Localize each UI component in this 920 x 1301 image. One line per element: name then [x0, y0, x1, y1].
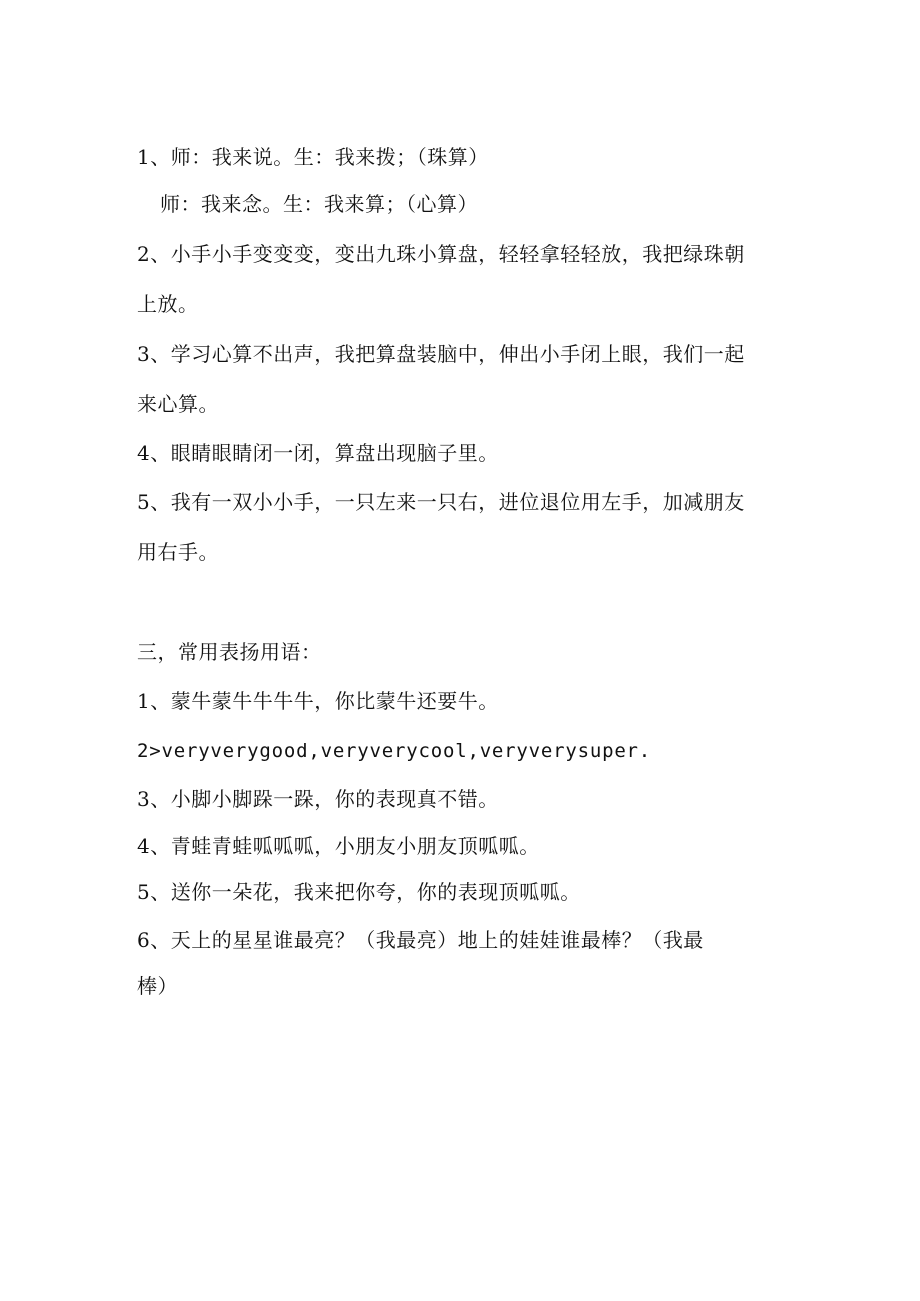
chant-line-4: 4、眼睛眼睛闭一闭，算盘出现脑子里。: [137, 441, 499, 465]
praise-line-2: 2>veryverygood,veryverycool,veryverysuper.: [137, 740, 652, 762]
chant-line-1: 1、师：我来说。生：我来拨；（珠算）: [137, 145, 489, 169]
praise-line-6-cont: 棒）: [137, 974, 178, 998]
chant-line-1b: 师：我来念。生：我来算；（心算）: [160, 192, 478, 216]
section-heading: 三，常用表扬用语：: [137, 640, 322, 664]
praise-line-3: 3、小脚小脚跺一跺，你的表现真不错。: [137, 787, 499, 811]
chant-line-5: 5、我有一双小小手，一只左来一只右，进位退位用左手，加减朋友: [137, 490, 745, 514]
chant-line-5-cont: 用右手。: [137, 540, 219, 564]
praise-line-1: 1、蒙牛蒙牛牛牛牛，你比蒙牛还要牛。: [137, 689, 499, 713]
chant-line-3: 3、学习心算不出声，我把算盘装脑中，伸出小手闭上眼，我们一起: [137, 342, 745, 366]
praise-line-5: 5、送你一朵花，我来把你夸，你的表现顶呱呱。: [137, 880, 581, 904]
praise-line-4: 4、青蛙青蛙呱呱呱，小朋友小朋友顶呱呱。: [137, 834, 540, 858]
chant-line-2-cont: 上放。: [137, 292, 199, 316]
praise-line-6: 6、天上的星星谁最亮？（我最亮）地上的娃娃谁最棒？（我最: [137, 928, 704, 952]
chant-line-2: 2、小手小手变变变，变出九珠小算盘，轻轻拿轻轻放，我把绿珠朝: [137, 242, 745, 266]
chant-line-3-cont: 来心算。: [137, 392, 219, 416]
